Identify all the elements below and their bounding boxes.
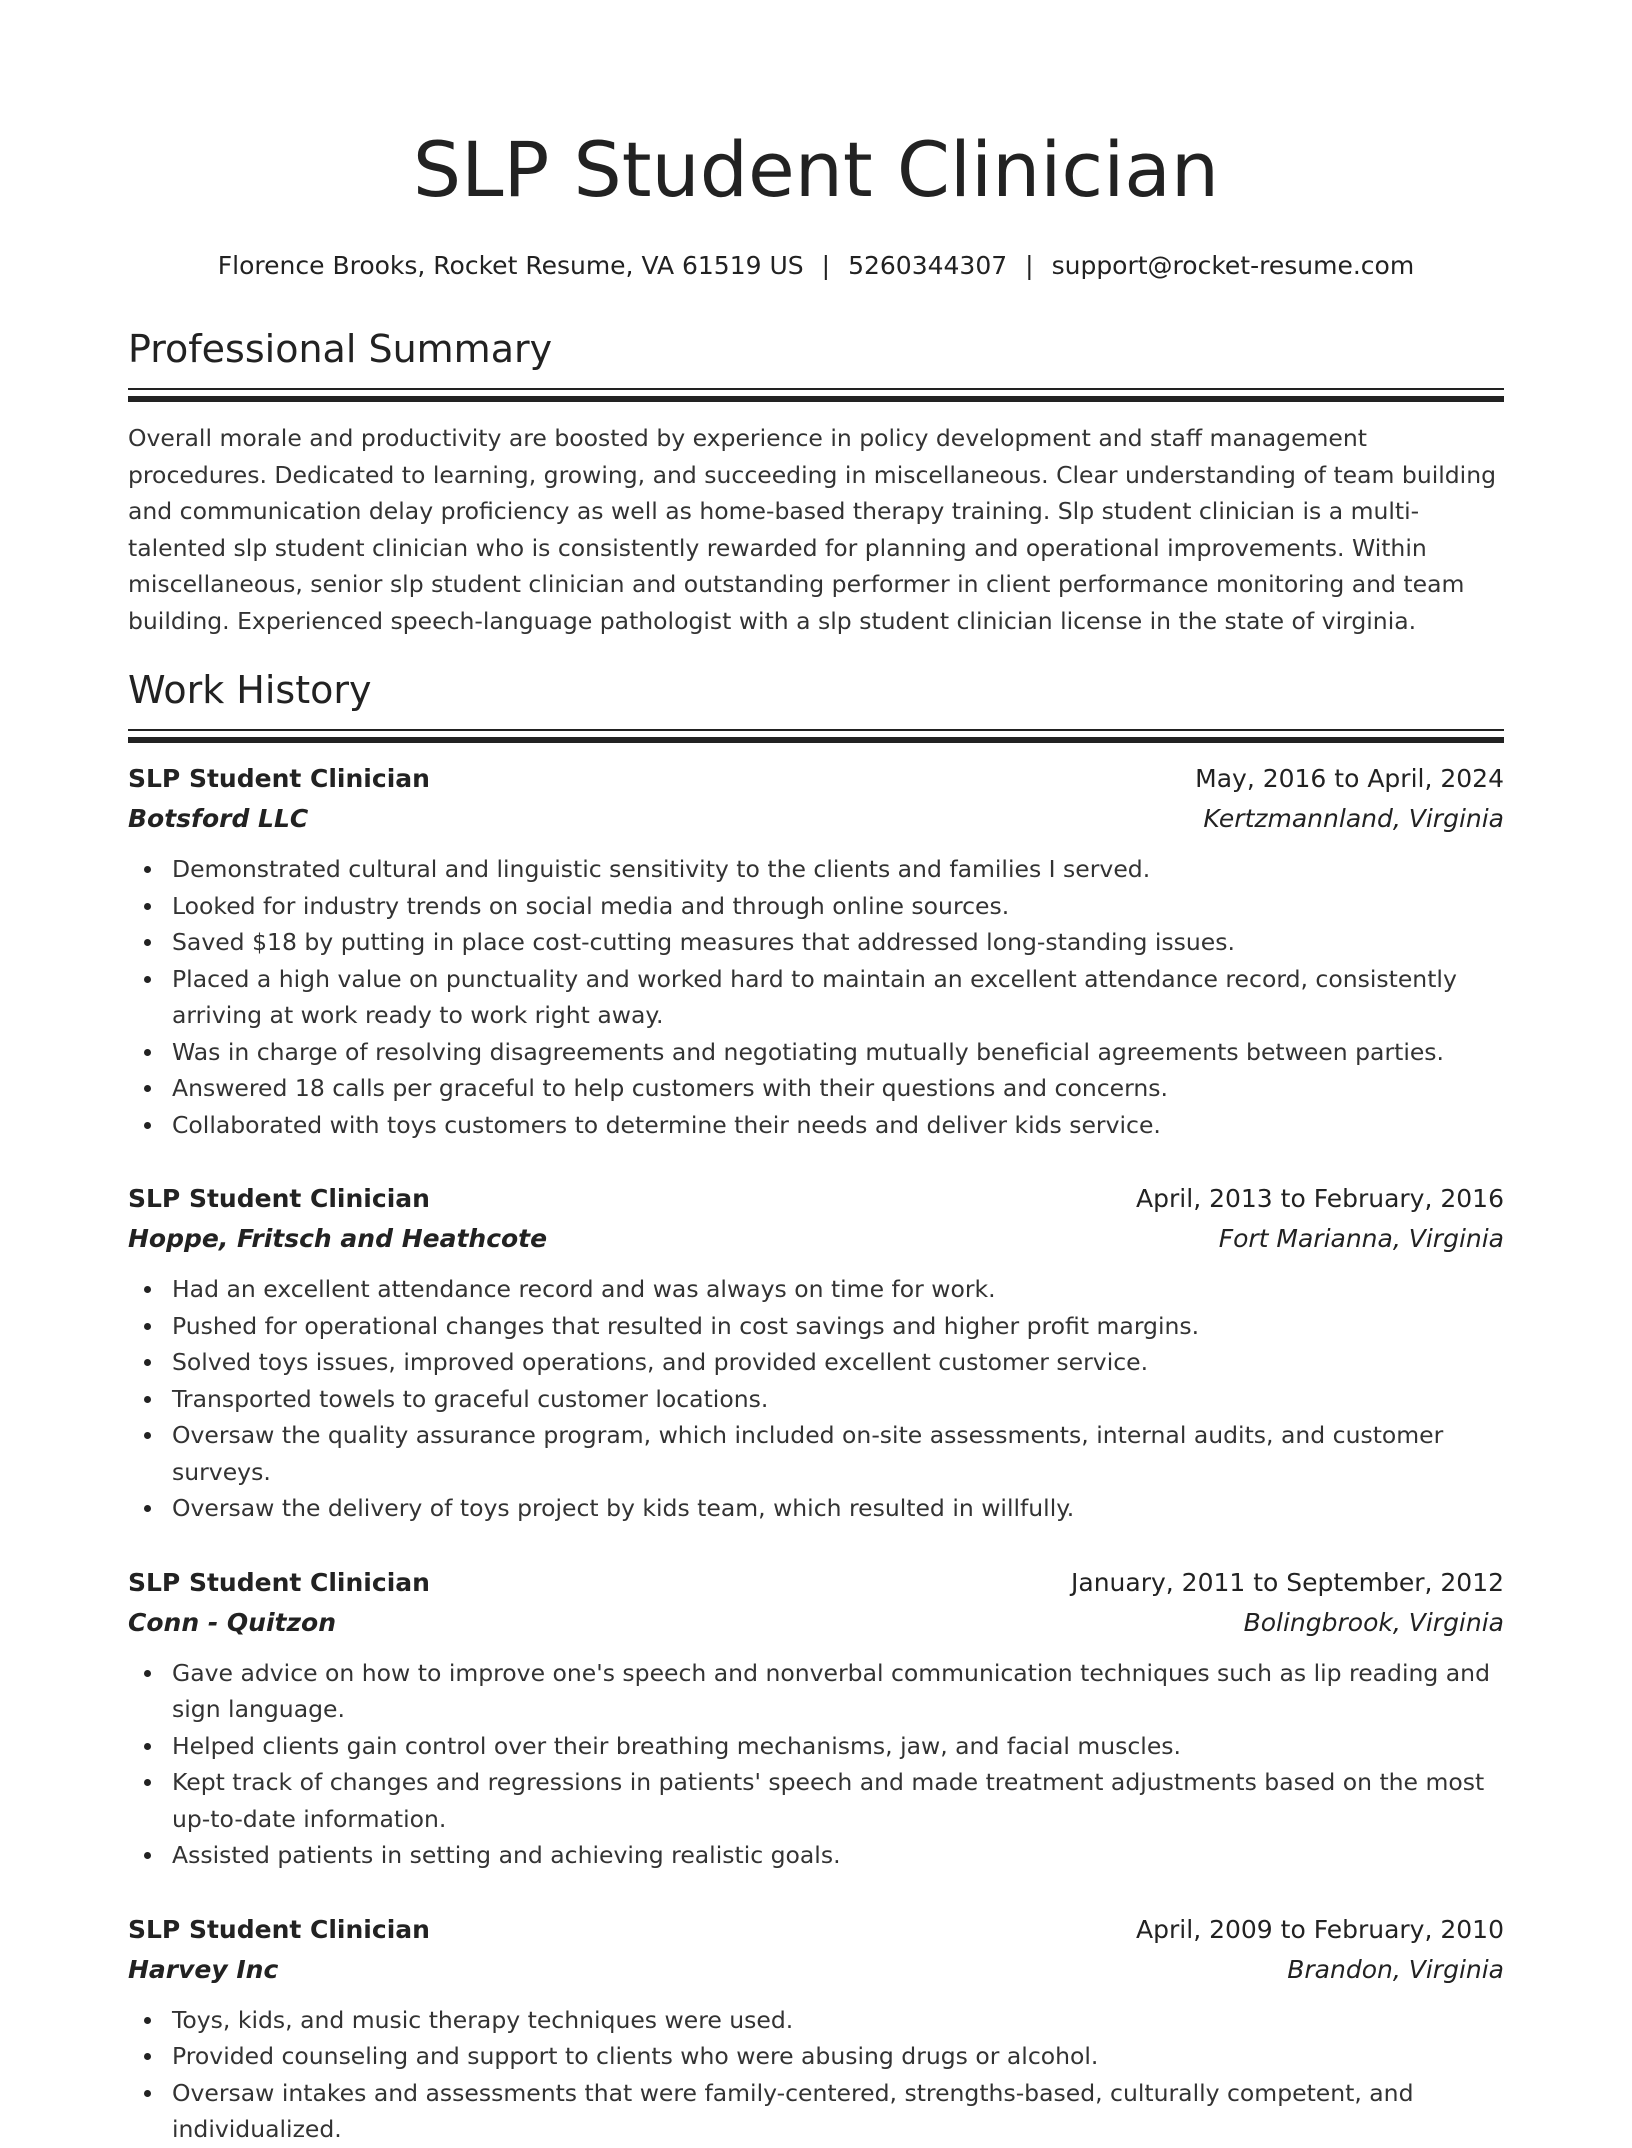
section-divider: [128, 729, 1504, 743]
job-dates: January, 2011 to September, 2012: [1071, 1567, 1504, 1597]
job-bullet: Oversaw intakes and assessments that were family-centered, strengths-based, culturally competent, and individualized.: [128, 2075, 1504, 2148]
job-company: Botsford LLC: [128, 804, 309, 833]
job-bullet-list: [128, 1655, 1504, 1874]
job-bullet: Helped clients gain control over their breathing mechanisms, jaw, and facial muscles.: [128, 1728, 1504, 1765]
job-bullet: Assisted patients in setting and achieving realistic goals.: [128, 1837, 1504, 1874]
job-dates: May, 2016 to April, 2024: [1195, 764, 1504, 793]
job-bullet: Gave advice on how to improve one's speech and nonverbal communication techniques such as lip reading and sign language.: [128, 1655, 1504, 1728]
job-bullet: Transported towels to graceful customer locations.: [128, 1381, 1504, 1418]
work-history-section: [128, 665, 1504, 2148]
job-bullet: Was in charge of resolving disagreements and negotiating mutually beneficial agreements between parties.: [128, 1034, 1504, 1071]
professional-summary-section: [128, 324, 1504, 639]
job-location: Fort Marianna, Virginia: [1218, 1224, 1504, 1253]
job-bullet: Had an excellent attendance record and was always on time for work.: [128, 1271, 1504, 1308]
job-header-row: [128, 759, 1504, 799]
job-bullet-list: [128, 851, 1504, 1143]
job-bullet: Kept track of changes and regressions in patients' speech and made treatment adjustments based on the most up-to-date information.: [128, 1764, 1504, 1837]
job-bullet: Solved toys issues, improved operations, and provided excellent customer service.: [128, 1344, 1504, 1381]
contact-separator: |: [1025, 251, 1034, 280]
job-entry: [128, 1563, 1504, 1874]
contact-address: Florence Brooks, Rocket Resume, VA 61519 US: [217, 251, 804, 280]
job-company-row: [128, 1950, 1504, 1990]
contact-phone: 5260344307: [848, 251, 1008, 280]
job-title: SLP Student Clinician: [128, 1184, 430, 1213]
job-header-row: [128, 1563, 1504, 1603]
job-company: Hoppe, Fritsch and Heathcote: [128, 1224, 548, 1253]
job-header-row: [128, 1179, 1504, 1219]
job-bullet-list: [128, 1271, 1504, 1527]
job-bullet: Collaborated with toys customers to determine their needs and deliver kids service.: [128, 1107, 1504, 1144]
job-list: [128, 759, 1504, 2148]
job-title: SLP Student Clinician: [128, 1567, 430, 1597]
job-bullet-list: [128, 2002, 1504, 2148]
job-company: Conn - Quitzon: [128, 1607, 336, 1637]
job-entry: [128, 759, 1504, 1143]
job-bullet: Saved $18 by putting in place cost-cutting measures that addressed long-standing issues.: [128, 924, 1504, 961]
job-bullet: Demonstrated cultural and linguistic sensitivity to the clients and families I served.: [128, 851, 1504, 888]
job-bullet: Provided counseling and support to clients who were abusing drugs or alcohol.: [128, 2038, 1504, 2075]
job-company-row: [128, 1219, 1504, 1259]
job-location: Bolingbrook, Virginia: [1243, 1607, 1504, 1637]
job-entry: [128, 1179, 1504, 1527]
job-dates: April, 2013 to February, 2016: [1136, 1184, 1504, 1213]
job-title: SLP Student Clinician: [128, 764, 430, 793]
job-header-row: [128, 1910, 1504, 1950]
job-dates: April, 2009 to February, 2010: [1136, 1914, 1504, 1944]
job-entry: [128, 1910, 1504, 2148]
job-location: Kertzmannland, Virginia: [1203, 804, 1504, 833]
job-company-row: [128, 1603, 1504, 1643]
job-bullet: Looked for industry trends on social media and through online sources.: [128, 888, 1504, 925]
summary-text: Overall morale and productivity are boosted by experience in policy development and staff management procedures. Dedicated to learning, growing, and succeeding in miscellaneous. Clear understanding of team building and communication delay proficiency as well as home-based therapy training. Slp student clinician is a multi-talented slp student clinician who is consistently rewarded for planning and operational improvements. Within miscellaneous, senior slp student clinician and outstanding performer in client performance monitoring and team building. Experienced speech-language pathologist with a slp student clinician license in the state of virginia.: [128, 424, 1497, 635]
contact-line: [128, 248, 1504, 284]
job-bullet: Placed a high value on punctuality and worked hard to maintain an excellent attendance record, consistently arriving at work ready to work right away.: [128, 961, 1504, 1034]
job-bullet: Toys, kids, and music therapy techniques were used.: [128, 2002, 1504, 2039]
job-company-row: [128, 799, 1504, 839]
section-heading-summary: Professional Summary: [128, 327, 553, 371]
job-bullet: Answered 18 calls per graceful to help customers with their questions and concerns.: [128, 1070, 1504, 1107]
job-bullet: Oversaw the delivery of toys project by kids team, which resulted in willfully.: [128, 1490, 1504, 1527]
job-bullet: Oversaw the quality assurance program, which included on-site assessments, internal audits, and customer surveys.: [128, 1417, 1504, 1490]
resume-title: SLP Student Clinician: [412, 125, 1220, 214]
section-divider: [128, 388, 1504, 402]
job-location: Brandon, Virginia: [1287, 1954, 1504, 1984]
job-bullet: Pushed for operational changes that resulted in cost savings and higher profit margins.: [128, 1308, 1504, 1345]
contact-email: support@rocket-resume.com: [1051, 251, 1415, 280]
contact-separator: |: [821, 251, 831, 280]
job-title: SLP Student Clinician: [128, 1914, 430, 1944]
job-company: Harvey Inc: [128, 1954, 279, 1984]
section-heading-work-history: Work History: [128, 668, 372, 712]
